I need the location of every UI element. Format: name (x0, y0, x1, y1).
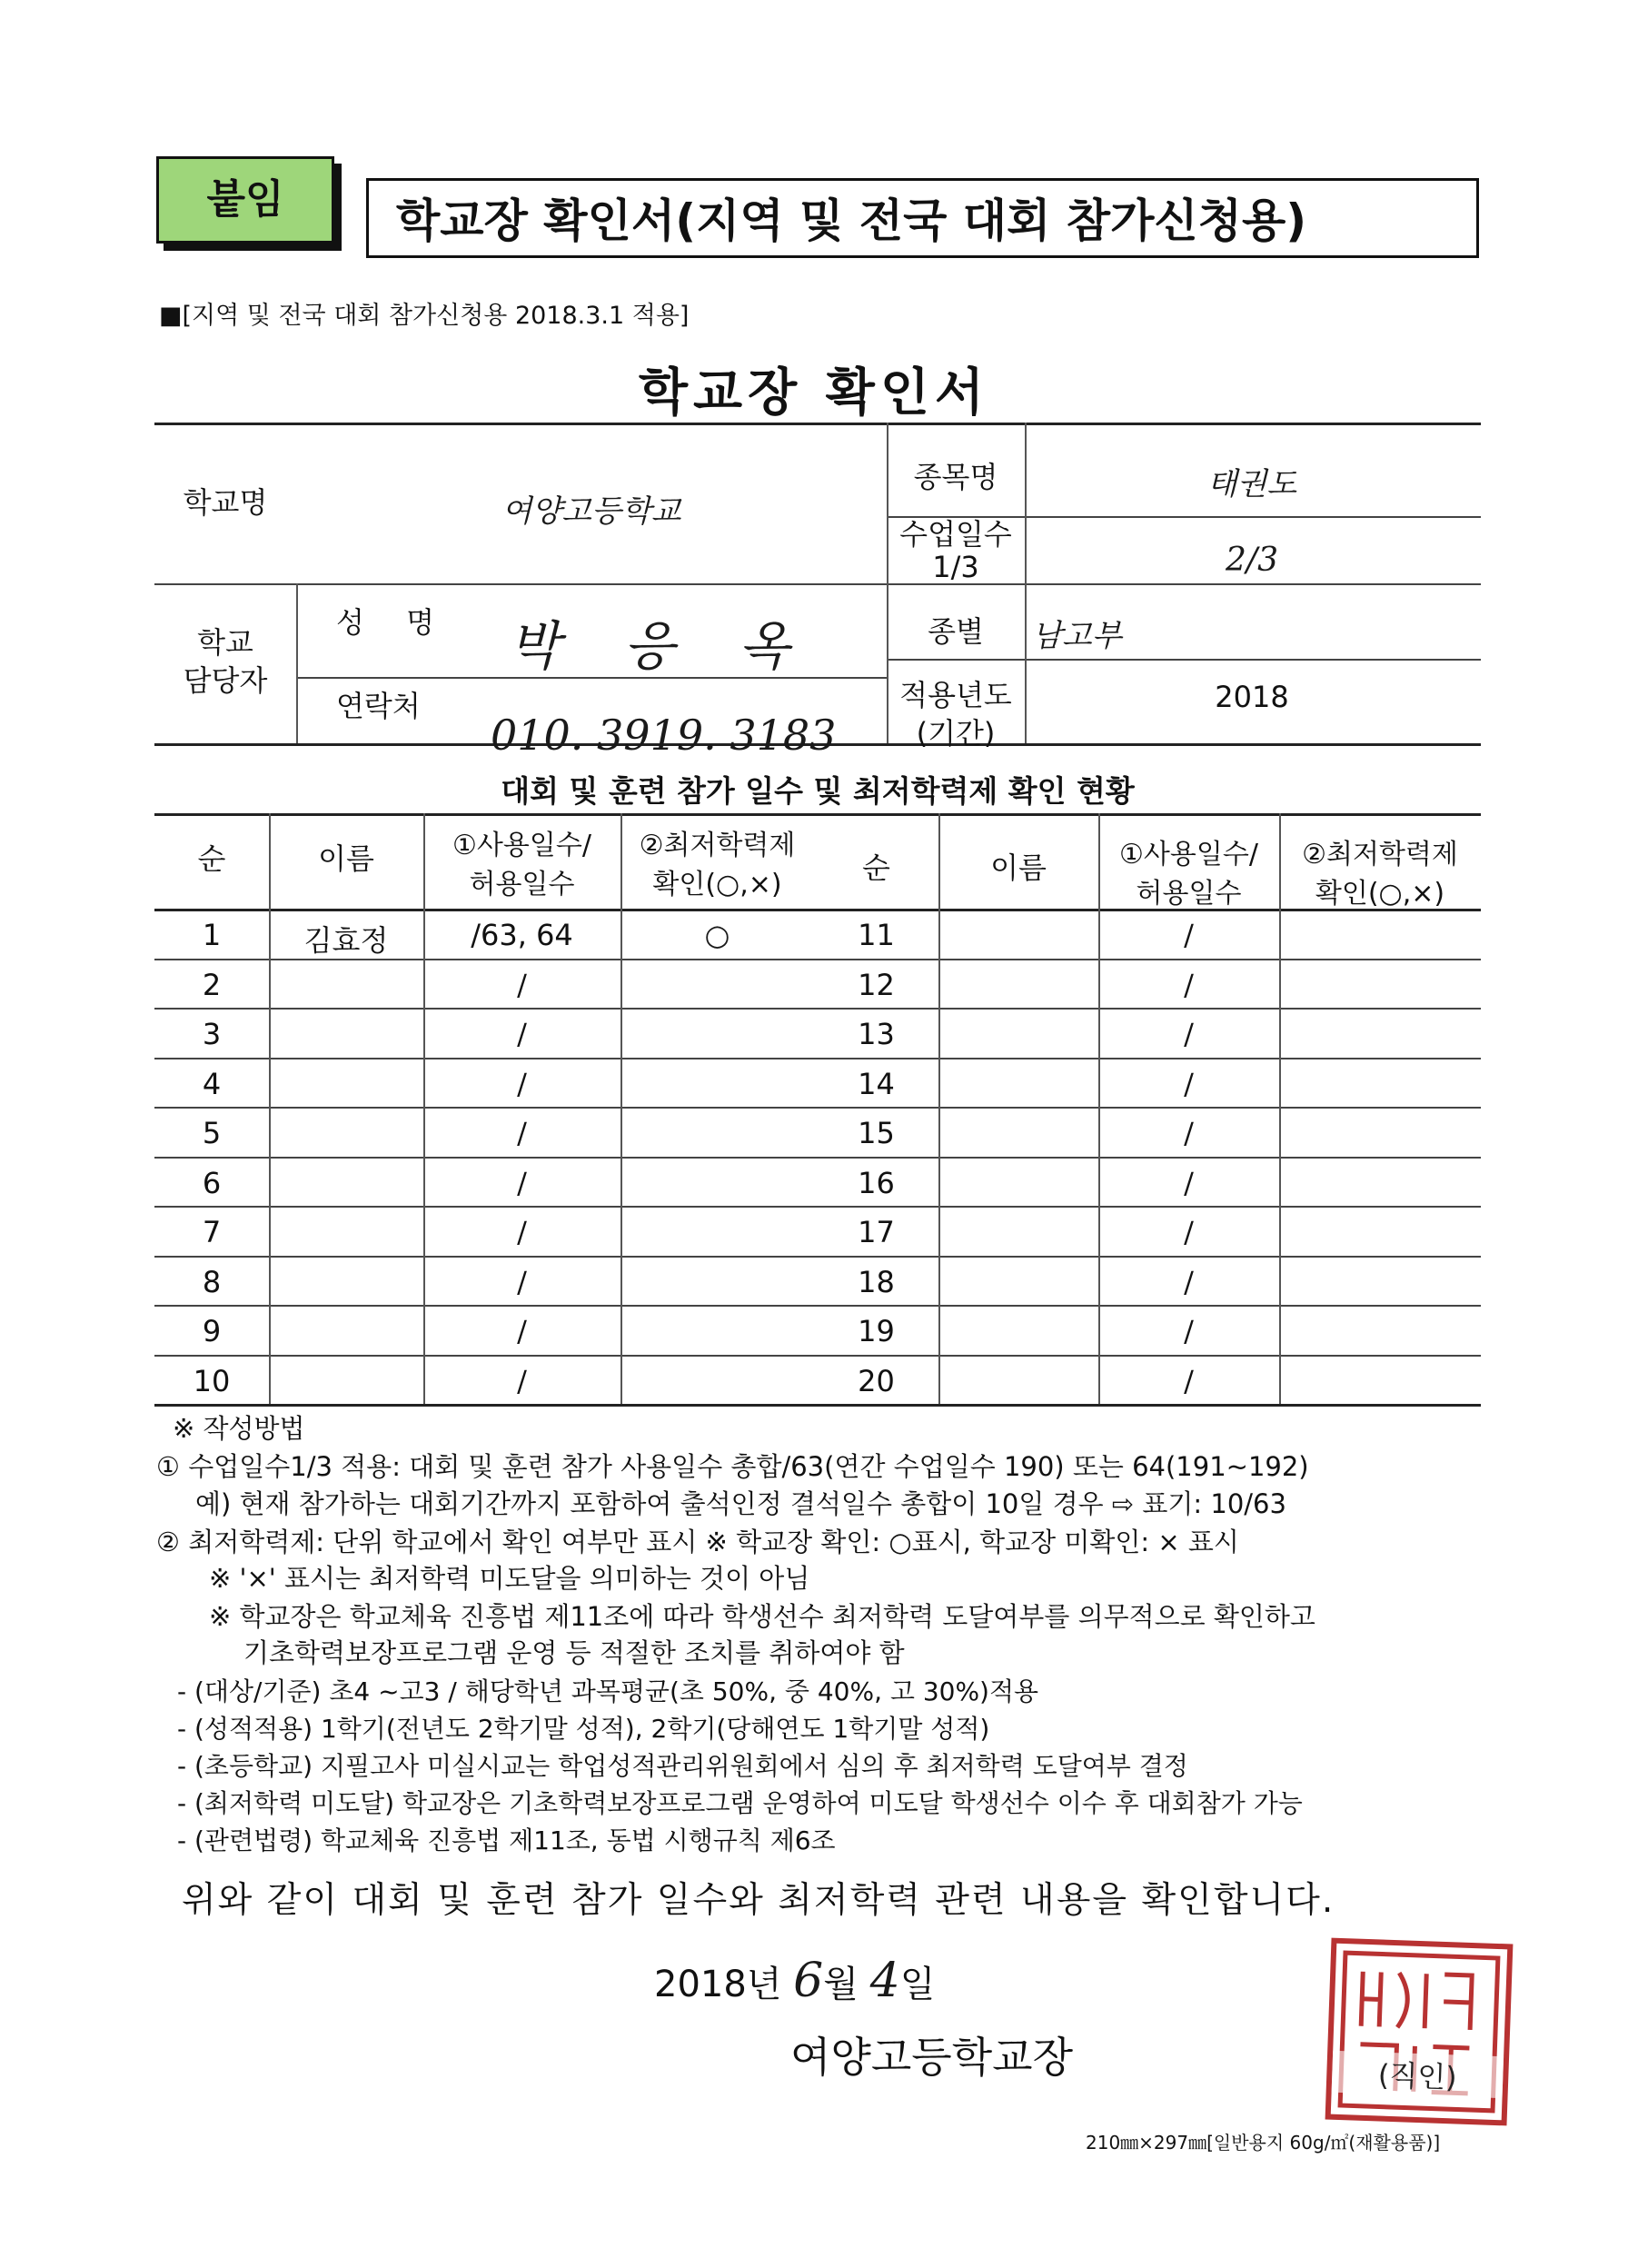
instruction-line: ※ 학교장은 학교체육 진흥법 제11조에 따라 학생선수 최저학력 도달여부를 의무적으로 확인하고 (209, 1601, 1315, 1632)
row-number: 19 (858, 1314, 895, 1348)
col-header-check: ②최저학력제 (639, 830, 796, 861)
class-days-value: 2/3 (1226, 542, 1278, 579)
row-days: /63, 64 (471, 918, 573, 952)
row-days: / (517, 1067, 527, 1101)
row-days: / (1184, 1265, 1194, 1299)
row-days: / (517, 1166, 527, 1200)
row-number: 3 (202, 1017, 222, 1051)
instruction-line: ① 수업일수1/3 적용: 대회 및 훈련 참가 사용일수 총합/63(연간 수업일수 190) 또는 64(191~192) (156, 1451, 1309, 1482)
row-number: 6 (202, 1166, 222, 1200)
confirmation-statement: 위와 같이 대회 및 훈련 참가 일수와 최저학력 관련 내용을 확인합니다. (182, 1880, 1335, 1921)
col-header-days-right: ①사용일수/ (1119, 839, 1258, 870)
row-number: 15 (858, 1116, 895, 1150)
col-header-days: ①사용일수/ (452, 830, 591, 861)
row-number: 13 (858, 1017, 895, 1051)
instruction-line: ② 최저학력제: 단위 학교에서 확인 여부만 표시 ※ 학교장 확인: ○표시, 학교장 미확인: × 표시 (156, 1527, 1239, 1557)
staff-label-line1: 학교 (197, 625, 253, 660)
row-days: / (1184, 1364, 1194, 1398)
year-value: 2018 (1215, 680, 1289, 714)
person-name-label: 성 명 (336, 605, 451, 640)
row-days: / (517, 1265, 527, 1299)
col-header-name: 이름 (318, 841, 374, 876)
row-days: / (1184, 1314, 1194, 1348)
row-check: ○ (704, 918, 730, 952)
row-days: / (1184, 918, 1194, 952)
col-header-no: 순 (197, 841, 226, 876)
row-days: / (517, 1314, 527, 1348)
contact-value: 010. 3919. 3183 (491, 711, 837, 760)
year-period-label: (기간) (916, 716, 996, 751)
division-value: 남고부 (1032, 618, 1122, 654)
instruction-line: ※ '×' 표시는 최저학력 미도달을 의미하는 것이 아님 (209, 1563, 810, 1594)
row-days: / (1184, 1017, 1194, 1051)
row-number: 7 (202, 1215, 222, 1249)
square-bullet-icon: ■ (159, 302, 183, 330)
col-header-name-right: 이름 (990, 850, 1047, 885)
row-days: / (517, 968, 527, 1002)
row-number: 5 (202, 1116, 222, 1150)
date-month-unit: 월 (823, 1964, 859, 2005)
instruction-line: - (최저학력 미도달) 학교장은 기초학력보장프로그램 운영하여 미도달 학생선수 이수 후 대회참가 가능 (177, 1788, 1303, 1818)
class-days-ratio-label: 1/3 (932, 550, 979, 584)
staff-label-line2: 담당자 (183, 663, 268, 698)
col-header-days-allowed: 허용일수 (469, 869, 575, 900)
instruction-line: 예) 현재 참가하는 대회기간까지 포함하여 출석인정 결석일수 총합이 10일 경우 ⇨ 표기: 10/63 (195, 1488, 1286, 1519)
person-name-value: 박 응 옥 (509, 615, 813, 677)
date-month: 6 (793, 1954, 824, 2008)
row-days: / (1184, 1166, 1194, 1200)
row-number: 14 (858, 1067, 895, 1101)
official-seal (1325, 1938, 1514, 2126)
col-header-check-mark-right: 확인(○,×) (1315, 878, 1445, 910)
sport-value: 태권도 (1206, 466, 1297, 502)
sport-label: 종목명 (913, 460, 998, 494)
instruction-line: ※ 작성방법 (173, 1413, 305, 1444)
row-days: / (1184, 1116, 1194, 1150)
instruction-line: - (대상/기준) 초4 ~고3 / 해당학년 과목평균(초 50%, 중 40%, 고 30%)적용 (177, 1676, 1039, 1706)
row-number: 12 (858, 968, 895, 1002)
row-number: 20 (858, 1364, 895, 1398)
row-days: / (1184, 968, 1194, 1002)
row-number: 4 (202, 1067, 222, 1101)
col-header-check-right: ②최저학력제 (1302, 839, 1458, 870)
col-header-no-right: 순 (862, 850, 890, 885)
row-number: 1 (202, 918, 222, 952)
instruction-line: - (성적적용) 1학기(전년도 2학기말 성적), 2학기(당해연도 1학기말 성적) (177, 1714, 990, 1744)
row-number: 10 (193, 1364, 231, 1398)
signature-date (654, 1954, 935, 2008)
principal-title: 여양고등학교장 (790, 2033, 1074, 2082)
row-number: 8 (202, 1265, 222, 1299)
year-label: 적용년도 (899, 678, 1012, 712)
row-number: 18 (858, 1265, 895, 1299)
col-header-days-allowed-right: 허용일수 (1136, 878, 1242, 910)
date-year: 2018년 (654, 1964, 782, 2005)
instruction-line: - (관련법령) 학교체육 진흥법 제11조, 동법 시행규칙 제6조 (177, 1825, 836, 1855)
row-days: / (517, 1116, 527, 1150)
school-name-label: 학교명 (183, 485, 268, 520)
col-header-check-mark: 확인(○,×) (652, 869, 782, 900)
document-heading-box: 학교장 확인서(지역 및 전국 대회 참가신청용) (366, 178, 1479, 258)
page-title: 학교장 확인서 (638, 363, 990, 423)
instruction-line: - (초등학교) 지필고사 미실시교는 학업성적관리위원회에서 심의 후 최저학력 도달여부 결정 (177, 1751, 1188, 1781)
paper-spec: 210㎜×297㎜[일반용지 60g/㎡(재활용품)] (1086, 2132, 1441, 2154)
attachment-badge: 붙임 (156, 156, 334, 244)
instruction-line: 기초학력보장프로그램 운영 등 적절한 조치를 취하여야 함 (243, 1637, 905, 1668)
row-days: / (517, 1017, 527, 1051)
row-days: / (517, 1215, 527, 1249)
row-days: / (1184, 1067, 1194, 1101)
row-name: 김효정 (303, 923, 389, 958)
version-note-text: [지역 및 전국 대회 참가신청용 2018.3.1 적용] (182, 302, 690, 330)
status-heading: 대회 및 훈련 참가 일수 및 최저학력제 확인 현황 (501, 773, 1135, 809)
version-note (159, 295, 689, 331)
division-label: 종별 (928, 614, 984, 649)
row-days: / (517, 1364, 527, 1398)
contact-label: 연락처 (336, 689, 421, 723)
row-number: 16 (858, 1166, 895, 1200)
row-number: 11 (858, 918, 895, 952)
date-day-unit: 일 (899, 1964, 936, 2005)
row-number: 9 (202, 1314, 222, 1348)
row-number: 2 (202, 968, 222, 1002)
row-days: / (1184, 1215, 1194, 1249)
date-day: 4 (869, 1954, 900, 2008)
row-number: 17 (858, 1215, 895, 1249)
class-days-label: 수업일수 (899, 517, 1012, 552)
school-name-value: 여양고등학교 (501, 493, 681, 530)
seal-label: (직인) (1332, 2051, 1504, 2099)
